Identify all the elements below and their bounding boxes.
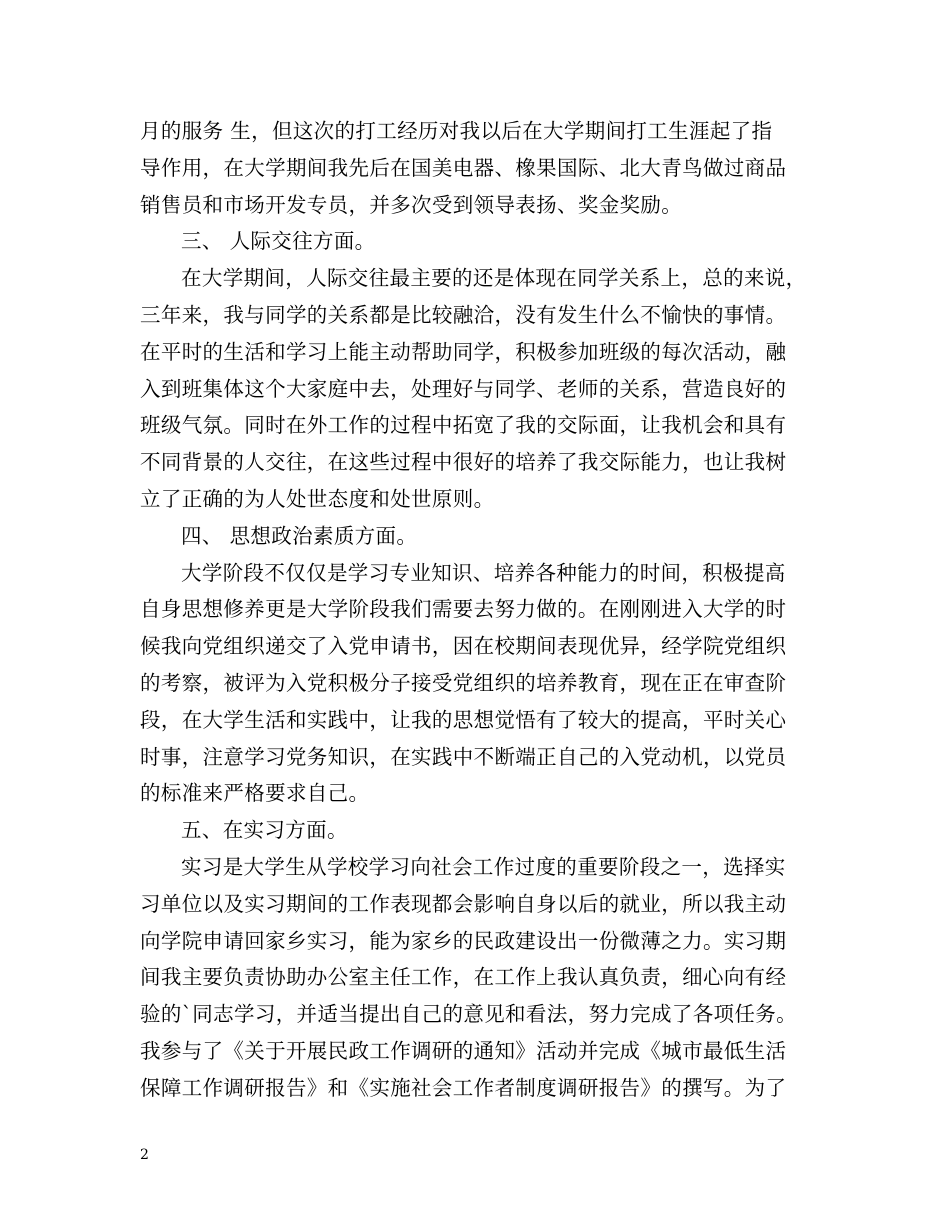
- text-line: 立了正确的为人处世态度和处世原则。: [140, 486, 495, 511]
- text-line: 向学院申请回家乡实习，能为家乡的民政建设出一份微薄之力。实习期: [140, 928, 787, 953]
- text-line: 三年来，我与同学的关系都是比较融洽，没有发生什么不愉快的事情。: [140, 302, 787, 327]
- text-line: 间我主要负责协助办公室主任工作，在工作上我认真负责，细心向有经: [140, 965, 787, 990]
- text-line: 四、 思想政治素质方面。: [181, 523, 418, 548]
- text-line: 验的`同志学习，并适当提出自己的意见和看法，努力完成了各项任务。: [140, 1002, 797, 1027]
- document-body: [140, 113, 840, 1107]
- text-line: 月的服务 生，但这次的打工经历对我以后在大学期间打工生涯起了指: [140, 119, 773, 143]
- text-line: 导作用，在大学期间我先后在国美电器、橡果国际、北大青鸟做过商品: [140, 155, 787, 180]
- page-number: 2: [140, 1147, 149, 1163]
- text-line: 自身思想修养更是大学阶段我们需要去努力做的。在刚刚进入大学的时: [140, 597, 787, 622]
- text-line: 我参与了《关于开展民政工作调研的通知》活动并完成《城市最低生活: [140, 1038, 787, 1063]
- text-line: 习单位以及实习期间的工作表现都会影响自身以后的就业，所以我主动: [140, 891, 787, 916]
- text-line: 在平时的生活和学习上能主动帮助同学，积极参加班级的每次活动，融: [140, 339, 787, 364]
- text-line: 的标准来严格要求自己。: [140, 781, 370, 806]
- text-line: 的考察，被评为入党积极分子接受党组织的培养教育，现在正在审查阶: [140, 670, 787, 695]
- text-line: 时事，注意学习党务知识，在实践中不断端正自己的入党动机，以党员: [140, 744, 787, 769]
- text-line: 在大学期间，人际交往最主要的还是体现在同学关系上，总的来说，: [181, 266, 807, 291]
- text-line: 入到班集体这个大家庭中去，处理好与同学、老师的关系，营造良好的: [140, 376, 787, 401]
- text-line: 实习是大学生从学校学习向社会工作过度的重要阶段之一，选择实: [181, 854, 786, 879]
- text-line: 销售员和市场开发专员，并多次受到领导表扬、奖金奖励。: [140, 192, 683, 217]
- text-line: 三、 人际交往方面。: [181, 229, 376, 254]
- text-line: 大学阶段不仅仅是学习专业知识、培养各种能力的时间，积极提高: [181, 560, 786, 585]
- text-line: 段，在大学生活和实践中，让我的思想觉悟有了较大的提高，平时关心: [140, 707, 787, 732]
- text-line: 班级气氛。同时在外工作的过程中拓宽了我的交际面，让我机会和具有: [140, 413, 787, 438]
- text-line: 候我向党组织递交了入党申请书，因在校期间表现优异，经学院党组织: [140, 634, 787, 659]
- text-line: 保障工作调研报告》和《实施社会工作者制度调研报告》的撰写。为了: [140, 1075, 787, 1100]
- text-line: 不同背景的人交往，在这些过程中很好的培养了我交际能力，也让我树: [140, 450, 787, 475]
- text-line: 五、在实习方面。: [181, 818, 348, 843]
